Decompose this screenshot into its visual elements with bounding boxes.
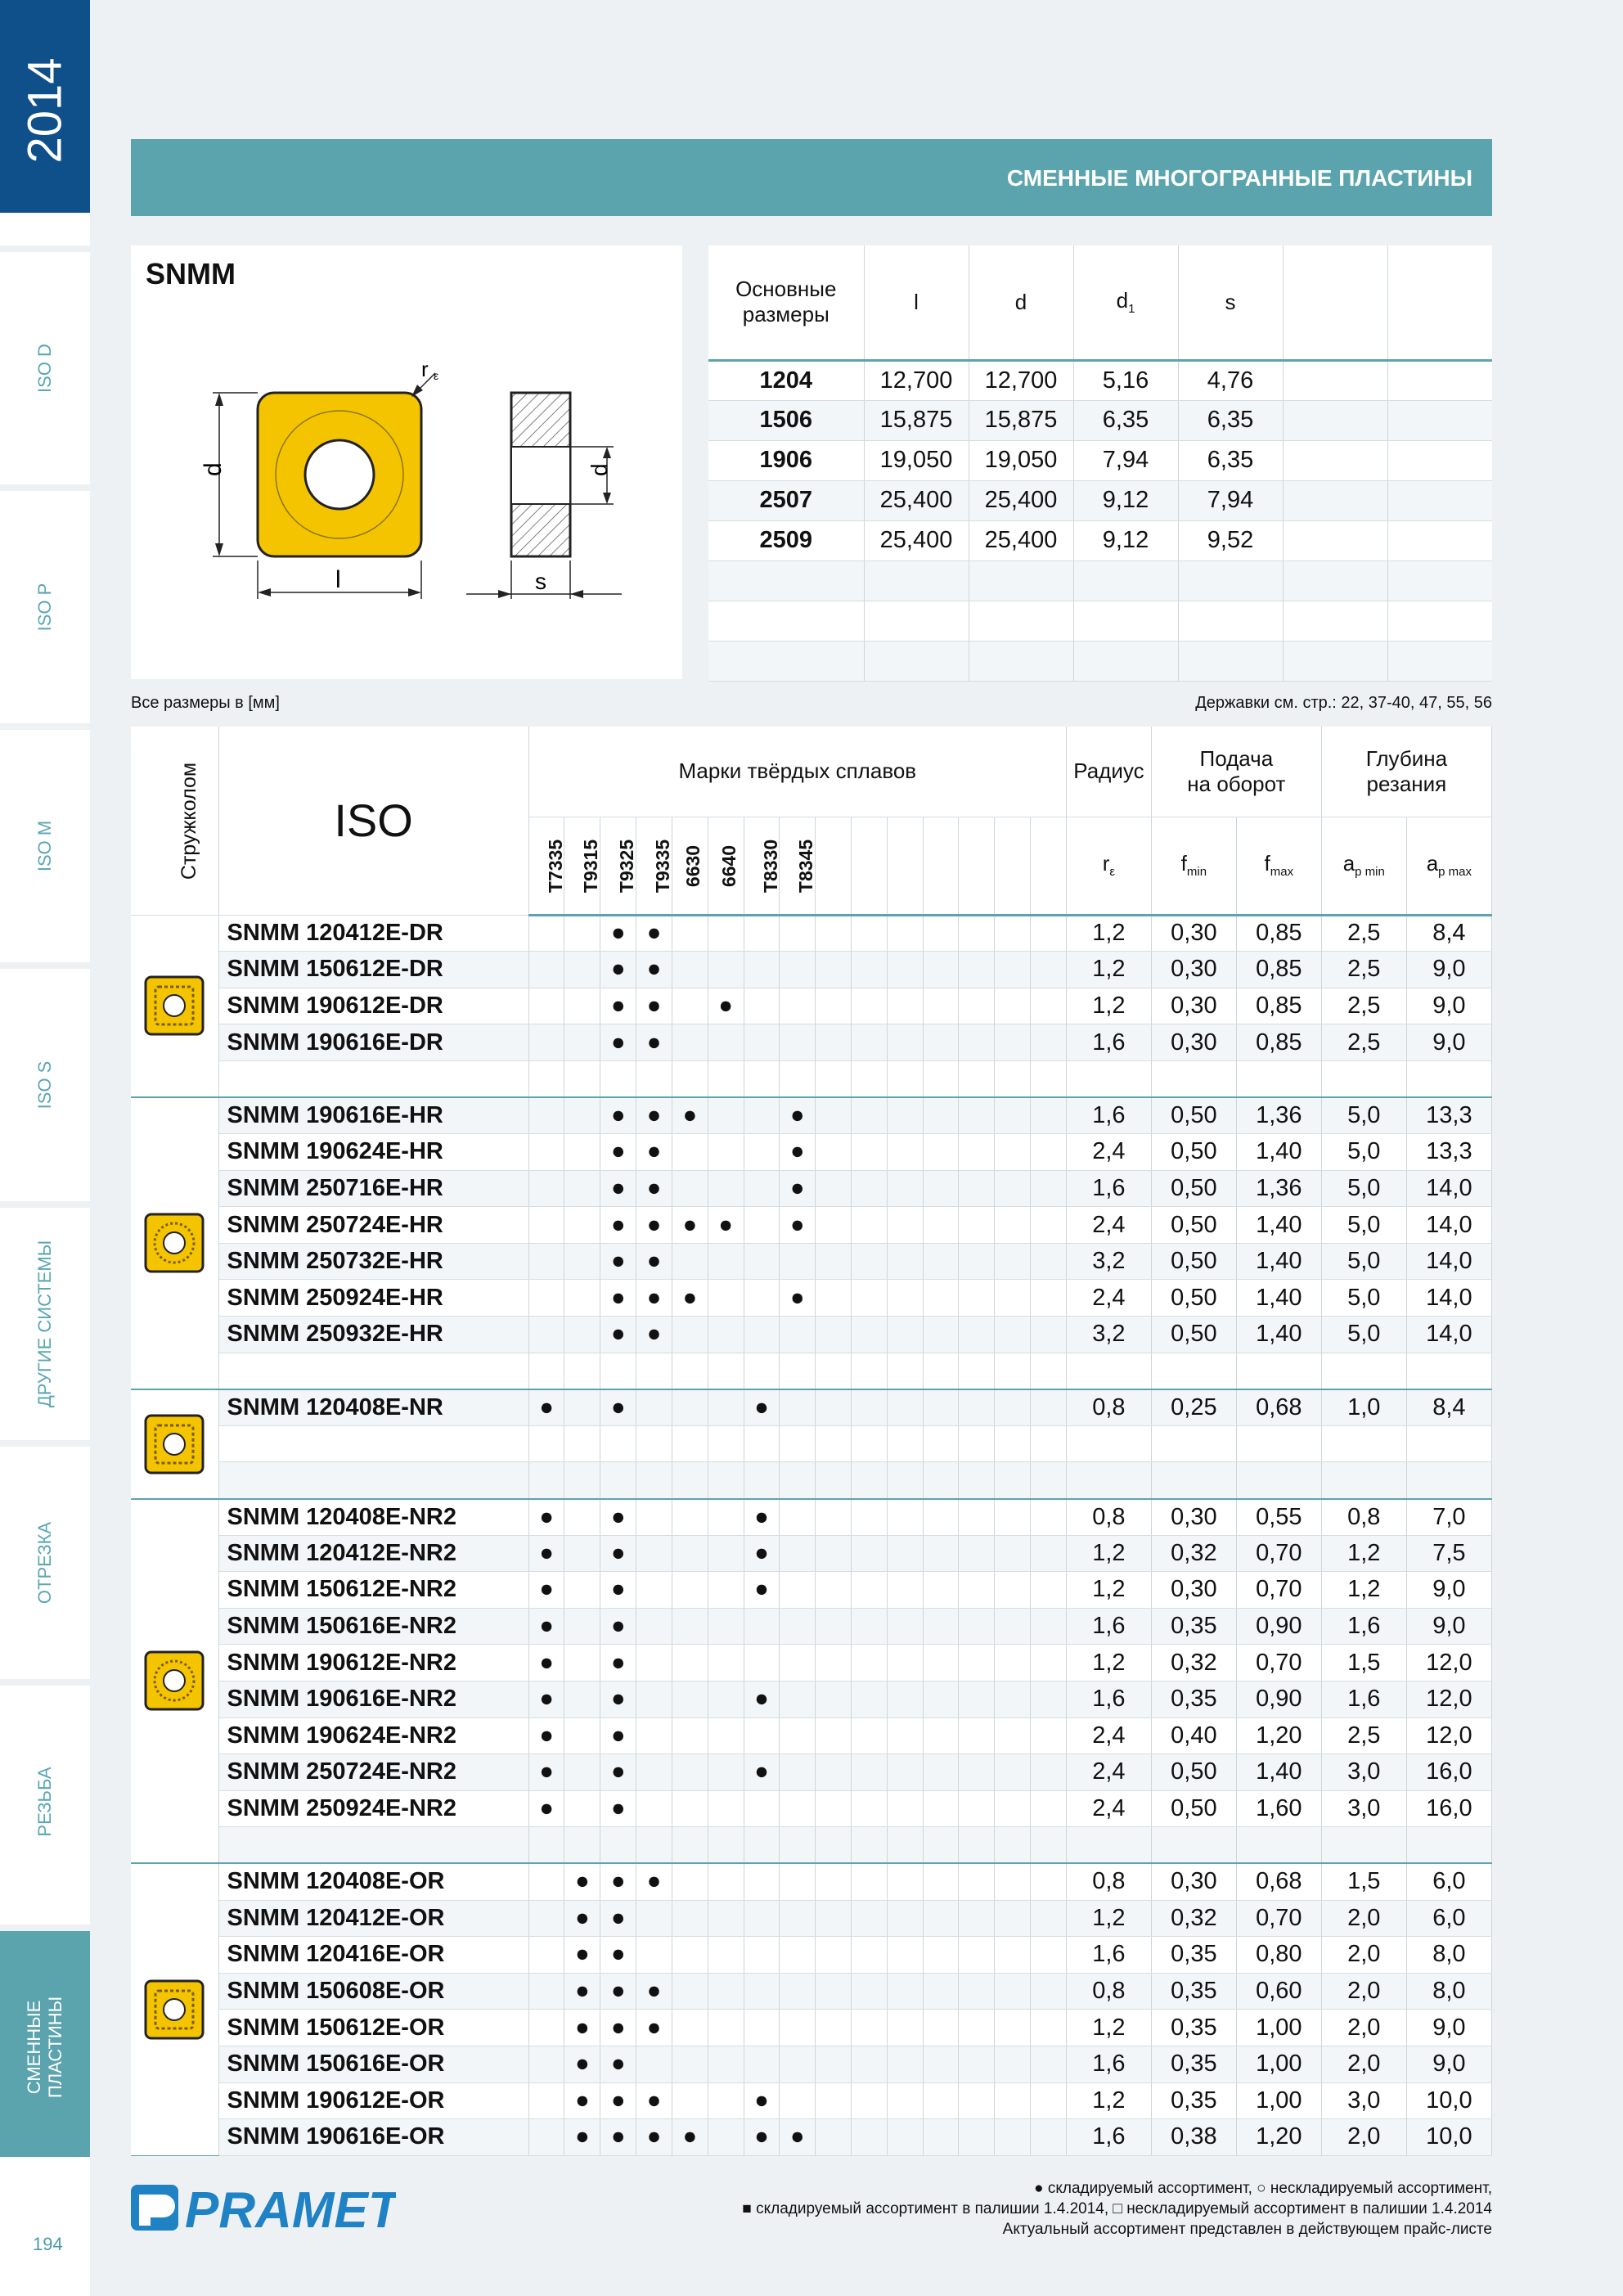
page-number: 194 xyxy=(33,2234,63,2254)
tab-iso-s[interactable]: ISO S xyxy=(0,962,90,1195)
dims-row: 1204 12,700 12,700 5,16 4,76 xyxy=(708,360,1492,400)
chipbreaker-icon xyxy=(144,1414,205,1474)
table-row xyxy=(131,1353,1492,1389)
legend: ● складируемый ассортимент, ○ нескладируемый ассортимент, ■ складируемый ассортимент в палишии 1.4.2014, □ нескладируемый ассортимент в палишии 1.4.2014 Актуальный ассортимент представлен в действующем прайс-листе xyxy=(742,2180,1492,2238)
header-feed: Подача на оборот xyxy=(1151,727,1321,817)
table-row: SNMM 190616E-OR ● ● ● ● ● ● 1,6 0,38 1,20 2,0 10,0 xyxy=(131,2119,1492,2156)
table-row xyxy=(131,1060,1492,1097)
header-apmax: $a_{p max}$ xyxy=(1406,817,1491,915)
header-depth: Глубина резания xyxy=(1321,727,1491,817)
table-row: SNMM 190616E-HR ● ● ● ● 1,6 0,50 1,36 5,0 13,3 xyxy=(131,1097,1492,1134)
table-row: SNMM 190612E-OR ● ● ● ● 1,2 0,35 1,00 3,0 10,0 xyxy=(131,2082,1492,2119)
table-row: SNMM 120412E-DR ● ● 1,2 0,30 0,85 2,5 8,4 xyxy=(131,915,1492,952)
header-fmin: $f_{min}$ xyxy=(1151,817,1236,915)
dims-row: 1906 19,050 19,050 7,94 6,35 xyxy=(708,440,1492,480)
table-row: SNMM 120412E-NR2 ● ● ● 1,2 0,32 0,70 1,2 7,5 xyxy=(131,1535,1492,1572)
dim-label-d1: d xyxy=(587,463,612,476)
dims-row: 2509 25,400 25,400 9,12 9,52 xyxy=(708,520,1492,560)
pramet-logo xyxy=(131,2180,396,2234)
table-row: SNMM 120408E-NR ● ● ● 0,8 0,25 0,68 1,0 8,4 xyxy=(131,1389,1492,1426)
table-row: SNMM 250724E-HR ● ● ● ● ● 2,4 0,50 1,40 5,0 14,0 xyxy=(131,1207,1492,1244)
header-grades: Марки твёрдых сплавов xyxy=(528,727,1066,817)
table-row: SNMM 190612E-NR2 ● ● 1,2 0,32 0,70 1,5 12,0 xyxy=(131,1645,1492,1681)
tab-parting[interactable]: ОТРЕЗКА xyxy=(0,1440,90,1672)
table-row: SNMM 120408E-OR ● ● ● 0,8 0,30 0,68 1,5 6,0 xyxy=(131,1863,1492,1900)
section-banner: СМЕННЫЕ МНОГОГРАННЫЕ ПЛАСТИНЫ xyxy=(131,139,1492,216)
header-apmin: $a_{p min}$ xyxy=(1321,817,1406,915)
dims-header-d1: $d_1$ xyxy=(1073,245,1178,360)
insert-title: SNMM xyxy=(146,257,236,290)
table-row: SNMM 250924E-HR ● ● ● ● 2,4 0,50 1,40 5,0 14,0 xyxy=(131,1280,1492,1317)
dims-row: 2507 25,400 25,400 9,12 7,94 xyxy=(708,480,1492,520)
table-row: SNMM 250724E-NR2 ● ● ● 2,4 0,50 1,40 3,0 16,0 xyxy=(131,1754,1492,1791)
dims-header-main: Основные размеры xyxy=(708,245,864,360)
dim-label-r: r xyxy=(421,357,429,381)
table-row: SNMM 150608E-OR ● ● ● 0,8 0,35 0,60 2,0 8,0 xyxy=(131,1973,1492,2010)
sidebar xyxy=(0,0,90,2296)
tab-inserts[interactable]: СМЕННЫЕ ПЛАСТИНЫ xyxy=(0,1925,90,2157)
dim-label-l: l xyxy=(335,566,341,593)
tab-other-systems[interactable]: ДРУГИЕ СИСТЕМЫ xyxy=(0,1201,90,1434)
tab-threading[interactable]: РЕЗЬБА xyxy=(0,1679,90,1911)
table-row: SNMM 190624E-HR ● ● ● 2,4 0,50 1,40 5,0 13,3 xyxy=(131,1134,1492,1171)
table-row: SNMM 150612E-OR ● ● ● 1,2 0,35 1,00 2,0 9,0 xyxy=(131,2010,1492,2046)
svg-text:PRAMET: PRAMET xyxy=(185,2182,396,2234)
table-row: SNMM 190616E-NR2 ● ● ● 1,6 0,35 0,90 1,6 12,0 xyxy=(131,1681,1492,1717)
units-note: Все размеры в [мм] xyxy=(131,694,280,712)
table-row: SNMM 250716E-HR ● ● ● 1,6 0,50 1,36 5,0 14,0 xyxy=(131,1170,1492,1207)
header-fmax: $f_{max}$ xyxy=(1236,817,1321,915)
table-row: SNMM 150612E-DR ● ● 1,2 0,30 0,85 2,5 9,0 xyxy=(131,952,1492,988)
table-row xyxy=(131,1425,1492,1462)
dims-header-s: s xyxy=(1178,245,1283,360)
tab-iso-p[interactable]: ISO P xyxy=(0,484,90,717)
table-row: SNMM 190612E-DR ● ● ● 1,2 0,30 0,85 2,5 9,0 xyxy=(131,988,1492,1024)
dim-label-d: d xyxy=(200,462,227,476)
table-row xyxy=(131,1827,1492,1864)
year-tab[interactable] xyxy=(0,0,90,213)
insert-drawing xyxy=(131,245,682,679)
table-row: SNMM 190624E-NR2 ● ● 2,4 0,40 1,20 2,5 12,0 xyxy=(131,1717,1492,1754)
dims-row: 1506 15,875 15,875 6,35 6,35 xyxy=(708,400,1492,440)
table-row: SNMM 150616E-NR2 ● ● 1,6 0,35 0,90 1,6 9,0 xyxy=(131,1608,1492,1645)
table-row: SNMM 120412E-OR ● ● 1,2 0,32 0,70 2,0 6,0 xyxy=(131,1900,1492,1937)
table-row: SNMM 150616E-OR ● ● 1,6 0,35 1,00 2,0 9,0 xyxy=(131,2046,1492,2082)
table-row xyxy=(131,1462,1492,1499)
tab-iso-d[interactable]: ISO D xyxy=(0,245,90,478)
holders-note: Державки см. стр.: 22, 37-40, 47, 55, 56 xyxy=(1195,694,1492,712)
dims-header-d: d xyxy=(969,245,1073,360)
dims-header-l: l xyxy=(864,245,969,360)
chipbreaker-icon xyxy=(144,1650,205,1711)
dim-label-s: s xyxy=(535,569,546,594)
year-label: 2014 xyxy=(18,57,72,164)
table-row: SNMM 250924E-NR2 ● ● 2,4 0,50 1,60 3,0 16,0 xyxy=(131,1790,1492,1827)
header-chipbreaker: Стружколом xyxy=(131,727,218,915)
table-row: SNMM 120408E-NR2 ● ● ● 0,8 0,30 0,55 0,8 7,0 xyxy=(131,1499,1492,1536)
svg-text:ε: ε xyxy=(434,369,439,382)
insert-diagram xyxy=(131,245,682,679)
header-radius: Радиус xyxy=(1066,727,1151,817)
header-r: $r_\varepsilon$ xyxy=(1066,817,1151,915)
chipbreaker-icon xyxy=(144,1979,205,2040)
table-row: SNMM 120416E-OR ● ● 1,6 0,35 0,80 2,0 8,0 xyxy=(131,1937,1492,1974)
table-row: SNMM 250732E-HR ● ● 3,2 0,50 1,40 5,0 14,0 xyxy=(131,1243,1492,1280)
dimensions-table xyxy=(708,245,1492,682)
chipbreaker-icon xyxy=(144,975,205,1036)
table-row: SNMM 250932E-HR ● ● 3,2 0,50 1,40 5,0 14,0 xyxy=(131,1317,1492,1353)
chipbreaker-icon xyxy=(144,1213,205,1273)
inserts-table: Стружколом ISO Марки твёрдых сплавов Радиус Подача на оборот Глубина резания T7335 T9315 T9325 T9335 6630 6640 T8330 T8345 $r_\varepsilon$ $f_{min}$ $f_{max}$ $a_{p min}$ $a_{p max}$ SNMM 120412E-DR ● ● 1,2 0,30 0,85 2,5 8,4 SNMM 150612E-DR ● ● 1,2 0,30 0,85 2,5 9,0 SNMM 190612E-DR ● ● ● 1,2 0,30 0,85 2,5 9,0 SNMM 190616E-DR ● ● 1,6 0,30 0,85 2,5 9,0 SNMM 190616E-HR ● ● ● ● 1,6 0,50 1,36 5,0 13,3 SNMM 190624E-HR ● ● ● 2,4 0,50 1,40 5,0 13,3 SNMM 250716E-HR ● ● ● 1,6 0,50 1,36 5,0 14,0 SNMM 250724E-HR ● ● ● ● ● 2,4 0,50 1,40 5,0 14,0 SNMM 250732E-HR ● ● 3,2 0,50 1,40 5,0 14,0 SNMM 250924E-HR ● ● ● ● 2,4 0,50 1,40 5,0 14,0 SNMM 250932E-HR ● ● 3,2 0,50 1,40 5,0 14,0 SNMM 120408E-NR ● ● ● 0,8 0,25 0,68 1,0 8,4 SNMM 120408E-NR2 ● ● ● 0,8 0,30 0,55 0,8 7,0 SNMM 120412E-NR2 ● ● ● 1,2 0,32 0,70 1,2 7,5 SNMM 150612E-NR2 ● ● ● 1,2 0,30 0,70 1,2 9,0 SNMM 150616E-NR2 ● ● 1,6 0,35 0,90 1,6 9,0 SNMM 190612E-NR2 ● ● 1,2 0,32 0,70 1,5 12,0 SNMM 190616E-NR2 ● ● ● 1,6 0,35 0,90 1,6 12,0 SNMM 190624E-NR2 ● ● 2,4 0,40 1,20 2,5 12,0 SNMM 250724E-NR2 ● ● ● 2,4 0,50 1,40 3,0 16,0 SNMM 250924E-NR2 ● ● 2,4 0,50 1,60 3,0 16,0 SNMM 120408E-OR ● ● ● 0,8 0,30 0,68 1,5 6,0 SNMM 120412E-OR ● ● 1,2 0,32 0,70 2,0 6,0 SNMM 120416E-OR ● ● 1,6 0,35 0,80 2,0 8,0 SNMM 150608E-OR ● ● ● 0,8 0,35 0,60 2,0 8,0 SNMM 150612E-OR ● ● ● 1,2 0,35 1,00 2,0 9,0 SNMM 150616E-OR ● ● 1,6 0,35 1,00 2,0 9,0 SNMM 190612E-OR ● ● ● ● 1,2 0,35 1,00 3,0 10,0 SNMM 190616E-OR ● ● ● ● ● ● 1,6 0,38 1,20 2,0 10,0 xyxy=(131,727,1492,2156)
insert-hole xyxy=(305,440,374,509)
table-row: SNMM 150612E-NR2 ● ● ● 1,2 0,30 0,70 1,2 9,0 xyxy=(131,1572,1492,1609)
tab-iso-m[interactable]: ISO M xyxy=(0,723,90,956)
table-row: SNMM 190616E-DR ● ● 1,6 0,30 0,85 2,5 9,0 xyxy=(131,1024,1492,1061)
header-iso: ISO xyxy=(218,727,528,915)
